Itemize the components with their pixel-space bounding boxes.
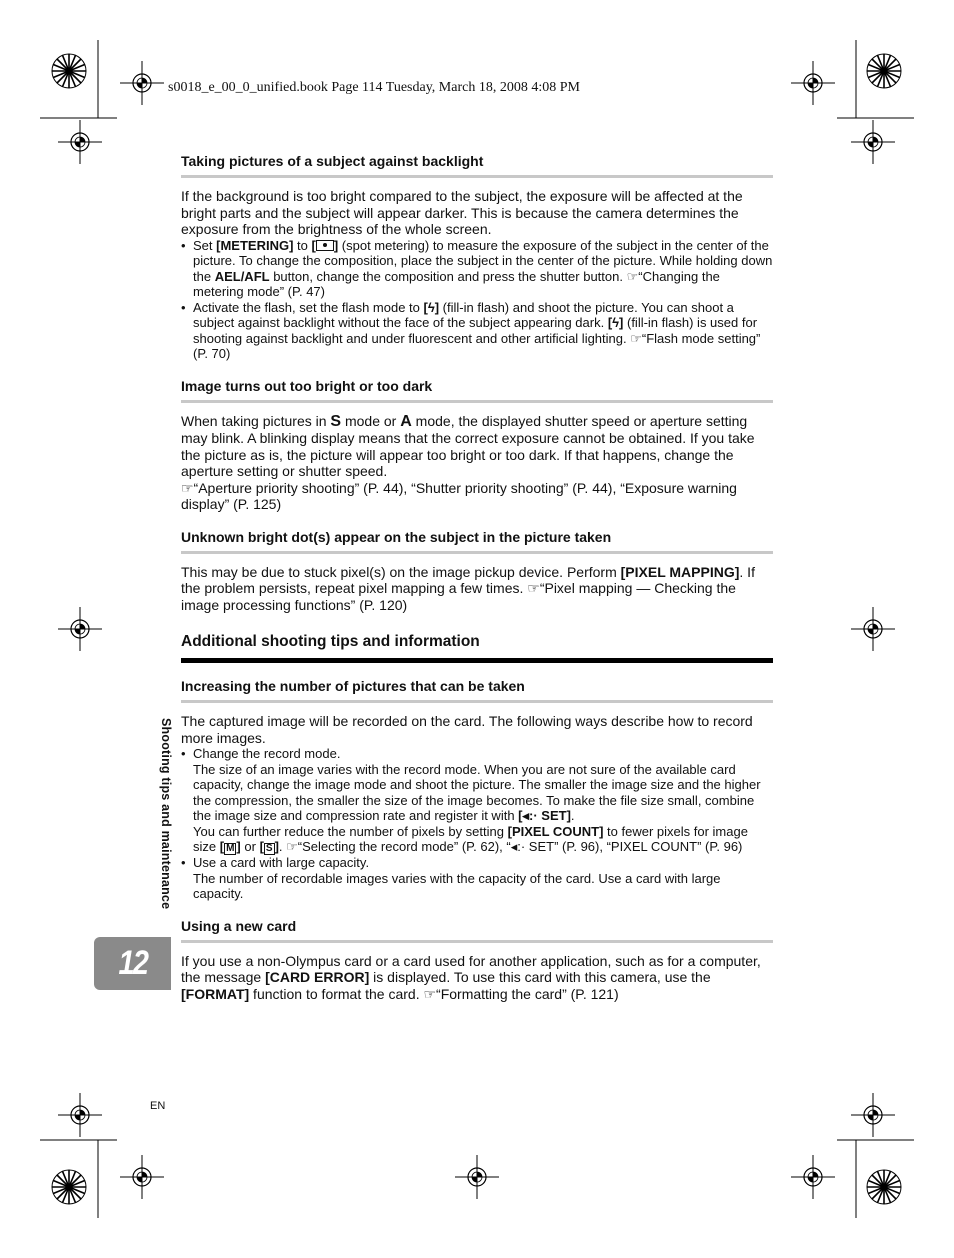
brightness-reference: ☞“Aperture priority shooting” (P. 44), “Shutter priority shooting” (P. 44), “Exposure warning display” (P. 125) (181, 479, 737, 512)
more-pictures-intro: The captured image will be recorded on the card. The following ways describe how to record more images. (181, 713, 753, 746)
chapter-number: 12 (118, 944, 147, 982)
section-brightness (181, 377, 773, 513)
heading-bright-dots: Unknown bright dot(s) appear on the subject in the picture taken (181, 528, 773, 554)
backlight-intro: If the background is too bright compared to the subject, the exposure will be affected at the bright parts and the subject will appear darker. This is because the camera determines the exposure from the brightness of the whole screen. (181, 188, 743, 237)
heading-new-card: Using a new card (181, 917, 773, 943)
size-m-icon: M (226, 843, 235, 854)
record-mode-set-label: [◂:· SET] (518, 808, 571, 823)
fill-in-flash-icon: [ϟ] (607, 315, 624, 330)
aperture-priority-mode-icon: A (400, 412, 412, 430)
list-item: • Change the record mode. The size of an image varies with the record mode. When you are not sure of the available card capacity, change the image mode and shoot the picture. The smaller the image size and the higher the compression, the smaller the size of the image becomes. To make the file size small, combine the image size and compression rate and register it with [◂:· SET]. You can further reduce the number of pixels by setting [PIXEL COUNT] to fewer pixels for image size [ M ] or [ S ]. ☞“Selecting the record mode” (P. 62), “◂:· SET” (P. 96), “PIXEL COUNT” (P. 96) (181, 746, 773, 855)
heading-backlight: Taking pictures of a subject against backlight (181, 152, 773, 178)
list-item: • Set [METERING] to [ ] (spot metering) to measure the exposure of the subject in the center of the picture. To change the composition, place the subject in the center of the picture. While holding down the AEL/AFL button, change the composition and press the shutter button. ☞“Changing the metering mode” (P. 47) (181, 238, 773, 300)
shutter-priority-mode-icon: S (330, 412, 342, 430)
list-item: • Activate the flash, set the flash mode to [ϟ] (fill-in flash) and shoot the picture. You can shoot a subject against backlight without the face of the subject appearing dark. [ϟ] (fill-in flash) is used for shooting against backlight and under fluorescent and other artificial lighting. ☞“Flash mode setting” (P. 70) (181, 300, 773, 362)
more-pictures-tips (181, 746, 773, 902)
backlight-tips (181, 238, 773, 362)
size-s-icon: S (265, 843, 273, 854)
heading-additional-tips: Additional shooting tips and information (181, 632, 773, 663)
side-section-label: Shooting tips and maintenance (159, 718, 173, 910)
section-backlight (181, 152, 773, 362)
language-code: EN (150, 1100, 166, 1112)
list-item: • Use a card with large capacity. The number of recordable images varies with the capacity of the card. Use a card with large capacity. (181, 855, 773, 902)
heading-more-pictures: Increasing the number of pictures that can be taken (181, 677, 773, 703)
bright-dots-paragraph: This may be due to stuck pixel(s) on the image pickup device. Perform [PIXEL MAPPING]. If the problem persists, repeat pixel mapping a few times. ☞“Pixel mapping — Checking the image processing functions” (P. 120) (181, 563, 755, 613)
spot-metering-icon (316, 240, 334, 251)
section-bright-dots (181, 528, 773, 614)
section-more-pictures (181, 677, 773, 902)
print-header: s0018_e_00_0_unified.book Page 114 Tuesday, March 18, 2008 4:08 PM (168, 80, 580, 95)
fill-in-flash-icon: [ϟ] (423, 299, 440, 315)
heading-brightness: Image turns out too bright or too dark (181, 377, 773, 403)
page-content (181, 152, 773, 1002)
chapter-tab (94, 937, 171, 990)
brightness-paragraph: When taking pictures in S mode or A mode, the displayed shutter speed or aperture setting may blink. A blinking display means that the correct exposure cannot be obtained. If you take the picture as is, the picture will appear too bright or too dark. If that happens, change the aperture setting or shutter speed. (181, 412, 755, 479)
section-new-card (181, 917, 773, 1003)
new-card-paragraph: If you use a non-Olympus card or a card used for another application, such as for a computer, the message [CARD ERROR] is displayed. To use this card with this camera, use the [FORMAT] function to format the card. ☞“Formatting the card” (P. 121) (181, 952, 761, 1002)
